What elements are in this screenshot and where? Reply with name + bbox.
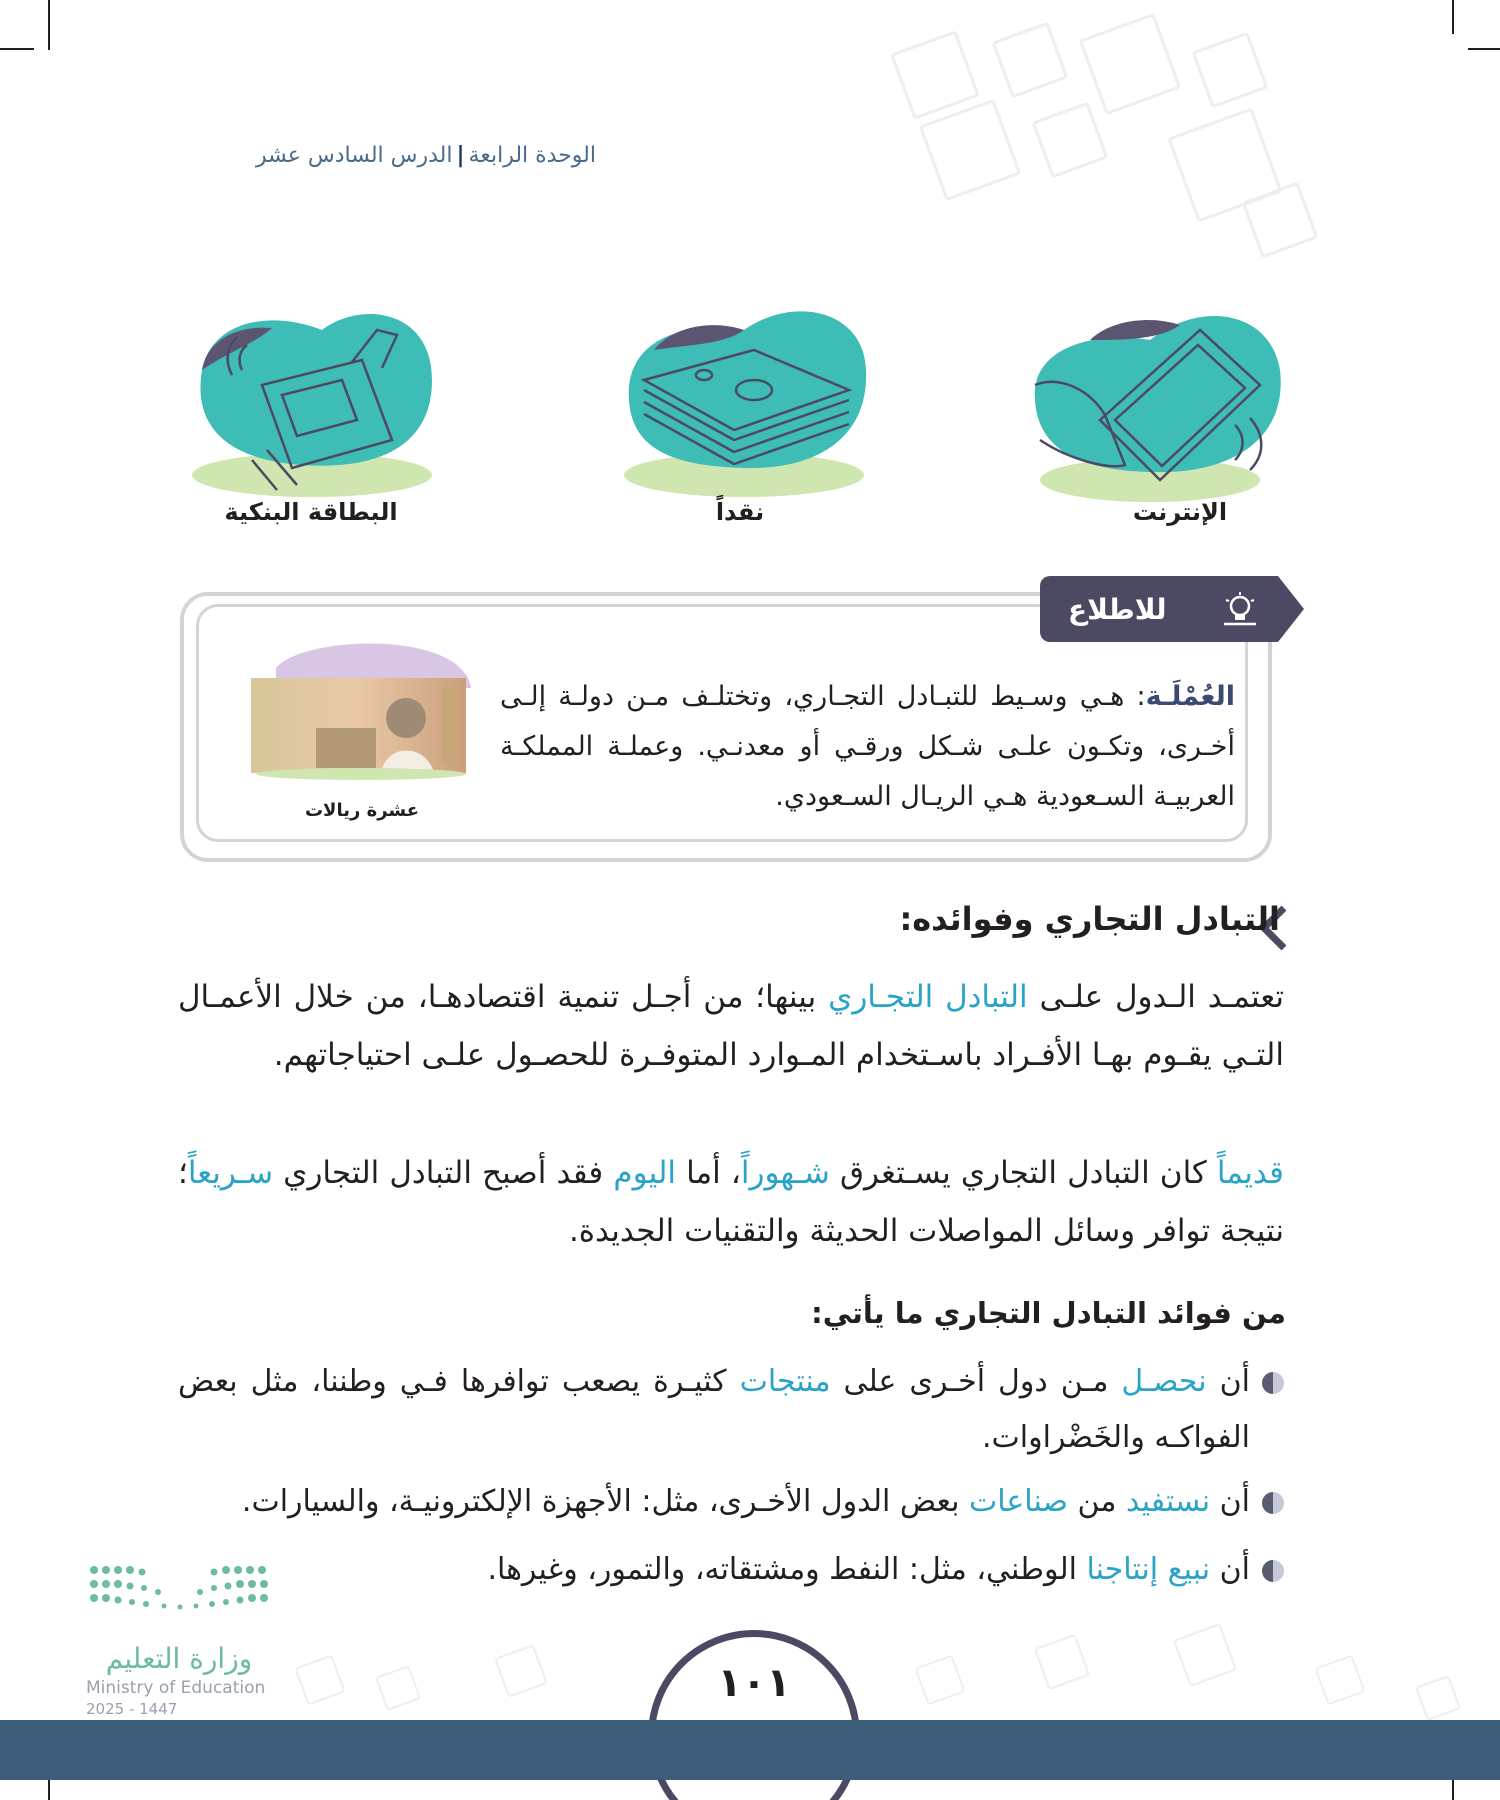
- banknote-image: [246, 638, 476, 783]
- para2-highlight-fast: سـريعاً: [187, 1155, 274, 1191]
- benefit-text: أن: [1210, 1484, 1250, 1519]
- decorative-square: [1173, 1623, 1237, 1687]
- decorative-square: [1192, 32, 1269, 109]
- benefit-item: [178, 1542, 1284, 1598]
- method-label-cash: نقداً: [715, 498, 765, 526]
- benefit-highlight: نستفيد: [1125, 1484, 1211, 1519]
- info-tab-label: للاطلاع: [1068, 592, 1167, 626]
- decorative-square: [1079, 13, 1182, 116]
- banknote-icon: [246, 638, 476, 783]
- crop-mark: [1452, 0, 1454, 34]
- decorative-square: [1034, 1634, 1090, 1690]
- bullet-icon: [1262, 1492, 1284, 1514]
- benefit-highlight: نحصـل: [1121, 1364, 1207, 1399]
- benefit-text: أن: [1210, 1552, 1250, 1587]
- benefit-highlight: صناعات: [969, 1484, 1068, 1519]
- benefit-text: الوطني، مثل: النفط ومشتقاته، والتمور، وغيرها.: [487, 1552, 1087, 1587]
- para2-highlight-past: قديماً: [1216, 1155, 1284, 1191]
- decorative-square: [1032, 102, 1109, 179]
- method-label-internet: الإنترنت: [1132, 498, 1228, 526]
- benefit-text: من: [1067, 1484, 1126, 1519]
- paragraph-trade-intro: [178, 968, 1284, 1084]
- internet-illustration: [1030, 290, 1290, 530]
- banknote-caption: عشرة ريالات: [304, 800, 420, 821]
- card-terminal-illustration: [182, 290, 442, 530]
- para1-highlight: التبادل التجـاري: [828, 979, 1028, 1015]
- page-number: ١٠١: [717, 1660, 791, 1706]
- paragraph-trade-history: [178, 1144, 1284, 1260]
- unit-title: الوحدة الرابعة: [468, 143, 596, 168]
- para1-text-after: بينها؛ من أجـل تنمية اقتصادهـا، من خلال الأعمـال التـي يقـوم بهـا الأفـراد باسـتخدام المـوارد المتوفـرة للحصـول علـى احتياجاتهم.: [178, 979, 1284, 1073]
- lesson-title: الدرس السادس عشر: [255, 143, 453, 168]
- benefit-text: بعض الدول الأخـرى، مثل: الأجهزة الإلكترونيـة، والسيارات.: [241, 1484, 970, 1519]
- info-definition-text: : هـي وسـيط للتبـادل التجـاري، وتختلـف مـن دولـة إلـى أخـرى، وتكـون علـى شـكل ورقـي أو معدنـي. وعملـة المملكـة العربيـة السـعودية هـي الريـال السـعودي.: [500, 681, 1235, 812]
- para2-text: كان التبادل التجاري يسـتغرق: [829, 1155, 1217, 1191]
- info-definition: [500, 672, 1235, 822]
- benefits-title: من فوائد التبادل التجاري ما يأتي:: [811, 1296, 1286, 1330]
- crop-mark: [1468, 48, 1500, 50]
- lightbulb-icon: [1220, 590, 1260, 635]
- cash-illustration: [614, 290, 874, 530]
- benefit-text: كثيـرة يصعب توافرها فـي وطننا، مثل بعض الفواكـه والخَضْراوات.: [178, 1364, 1250, 1455]
- benefit-highlight: منتجات: [739, 1364, 831, 1399]
- decorative-square: [992, 22, 1069, 99]
- para2-text: ، أما: [676, 1155, 741, 1191]
- card-terminal-icon: [182, 290, 442, 530]
- header-separator: |: [456, 143, 465, 168]
- decorative-square: [1314, 1654, 1365, 1705]
- decorative-square: [919, 99, 1022, 202]
- benefit-item: [178, 1474, 1284, 1530]
- smartphone-icon: [1030, 290, 1290, 530]
- footer-band: [0, 1720, 1500, 1780]
- para1-text-before: تعتمـد الـدول علـى: [1027, 979, 1284, 1015]
- method-label-card: البطاقة البنكية: [224, 498, 398, 526]
- para2-highlight-months: شـهوراً: [740, 1155, 830, 1191]
- decorative-square: [914, 1654, 965, 1705]
- para2-text: ؛ نتيجة توافر وسائل المواصلات الحديثة والتقنيات الجديدة.: [178, 1155, 1284, 1249]
- decorative-square: [494, 1644, 548, 1698]
- page-header: [186, 143, 596, 183]
- ministry-dots-icon: [84, 1560, 284, 1640]
- edition-year: 2025 - 1447: [86, 1700, 178, 1718]
- para2-text: فقد أصبح التبادل التجاري: [273, 1155, 614, 1191]
- decorative-square: [375, 1665, 421, 1711]
- benefit-text: مـن دول أخـرى على: [830, 1364, 1122, 1399]
- benefit-item: [178, 1354, 1284, 1466]
- info-tab: [1040, 576, 1278, 642]
- bullet-icon: [1262, 1372, 1284, 1394]
- benefit-text: أن: [1206, 1364, 1251, 1399]
- section-heading: التبادل التجاري وفوائده:: [899, 900, 1280, 938]
- decorative-square: [294, 1654, 345, 1705]
- decorative-square: [1415, 1675, 1461, 1721]
- bullet-icon: [1262, 1560, 1284, 1582]
- info-term: العُمْلَـة: [1145, 681, 1235, 712]
- benefit-text: [1158, 1552, 1168, 1587]
- cash-stack-icon: [614, 290, 874, 530]
- decorative-square: [890, 30, 980, 120]
- benefit-highlight: نبيع: [1167, 1552, 1211, 1587]
- para2-highlight-today: اليوم: [613, 1155, 676, 1191]
- info-tab-arrow: [1278, 576, 1304, 642]
- ministry-name-ar: وزارة التعليم: [105, 1642, 253, 1675]
- crop-mark: [0, 48, 34, 50]
- benefit-highlight: إنتاجنا: [1086, 1552, 1159, 1587]
- crop-mark: [48, 0, 50, 50]
- ministry-name-en: Ministry of Education: [86, 1678, 266, 1698]
